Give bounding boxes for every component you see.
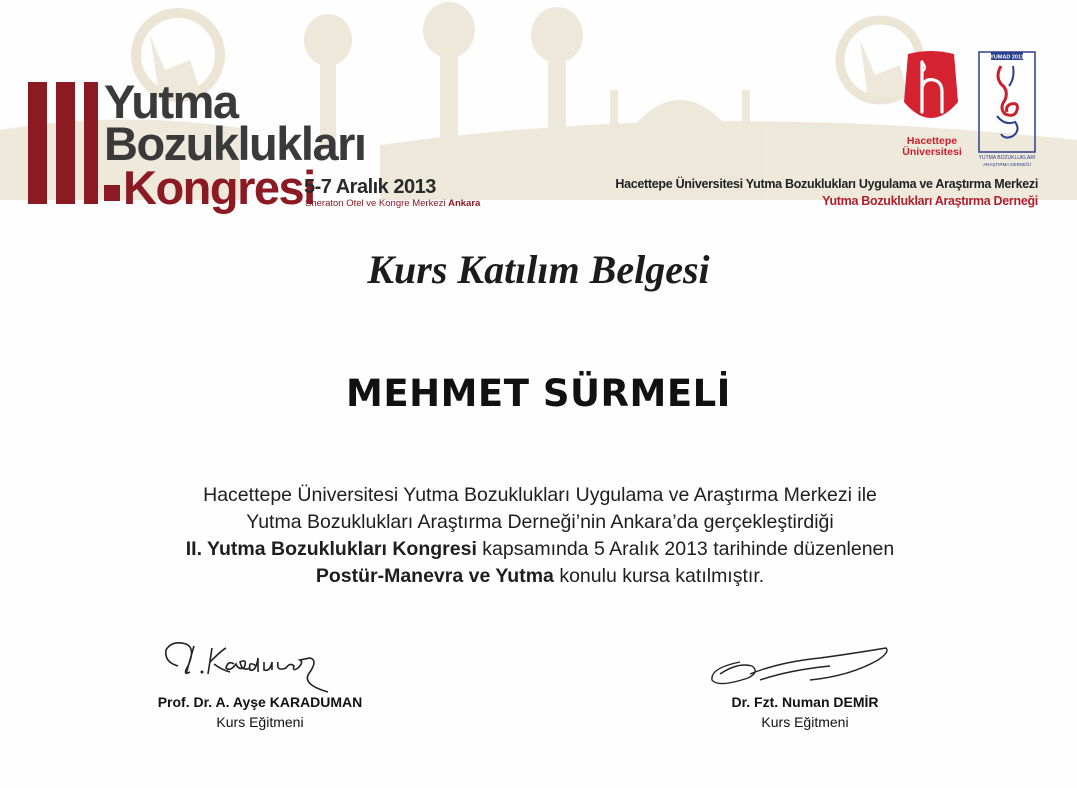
logo-bar-2 [56, 82, 75, 204]
logo-bar-1 [28, 82, 47, 204]
congress-dates: 5-7 Aralık 2013 [304, 176, 436, 198]
university-name [896, 136, 968, 158]
body-line-3-rest: kapsamında 5 Aralık 2013 tarihinde düzenlenen [476, 538, 895, 560]
body-line-1: Hacettepe Üniversitesi Yutma Bozuklukları Uygulama ve Araştırma Merkezi ile [203, 484, 877, 506]
signer-2-name: Dr. Fzt. Numan DEMİR [731, 694, 879, 710]
congress-logo [28, 75, 508, 218]
recipient-name: MEHMET SÜRMELİ [346, 372, 731, 415]
congress-name-bold: II. Yutma Bozuklukları Kongresi [185, 538, 477, 560]
body-line-3 [80, 536, 1000, 563]
university-name-line1: Hacettepe [906, 135, 958, 147]
university-name-line2: Üniversitesi [902, 146, 962, 158]
congress-title-line1: Yutma [104, 75, 238, 128]
association-logo [975, 50, 1039, 168]
signer-1-role: Kurs Eğitmeni [216, 714, 304, 730]
hacettepe-shield-icon [902, 50, 960, 132]
course-topic-bold: Postür-Manevra ve Yutma [315, 565, 554, 587]
body-line-2: Yutma Bozuklukları Araştırma Derneği’nin Ankara’da gerçekleştirdiği [246, 511, 834, 533]
organizer-association: Yutma Bozuklukları Araştırma Derneği [822, 194, 1038, 208]
signature-karaduman [160, 636, 370, 698]
svg-text:ARAŞTIRMA DERNEĞİ: ARAŞTIRMA DERNEĞİ [983, 162, 1031, 167]
venue-name: Sheraton Otel ve Kongre Merkezi [305, 198, 446, 209]
body-line-4-rest: konulu kursa katılmıştır. [553, 565, 765, 587]
body-line-4 [80, 563, 1000, 590]
venue-city: Ankara [448, 198, 481, 209]
congress-venue [305, 198, 480, 209]
logo-bar-3 [84, 82, 98, 204]
congress-title-line3: Kongresi [123, 161, 315, 214]
certificate-body [80, 482, 1000, 590]
hacettepe-university-logo [896, 48, 968, 166]
congress-title-line2: Bozuklukları [104, 117, 366, 170]
organizer-center: Hacettepe Üniversitesi Yutma Bozuklukları Uygulama ve Araştırma Merkezi [615, 177, 1038, 191]
signer-2-role: Kurs Eğitmeni [761, 714, 849, 730]
congress-numeral-dot [104, 185, 120, 201]
signer-1-name: Prof. Dr. A. Ayşe KARADUMAN [157, 694, 363, 710]
svg-text:YUMAD 2011: YUMAD 2011 [990, 54, 1024, 61]
certificate-title: Kurs Katılım Belgesi [367, 247, 710, 292]
svg-text:YUTMA BOZUKLUKLARI: YUTMA BOZUKLUKLARI [978, 155, 1036, 161]
signature-demir [700, 640, 900, 700]
